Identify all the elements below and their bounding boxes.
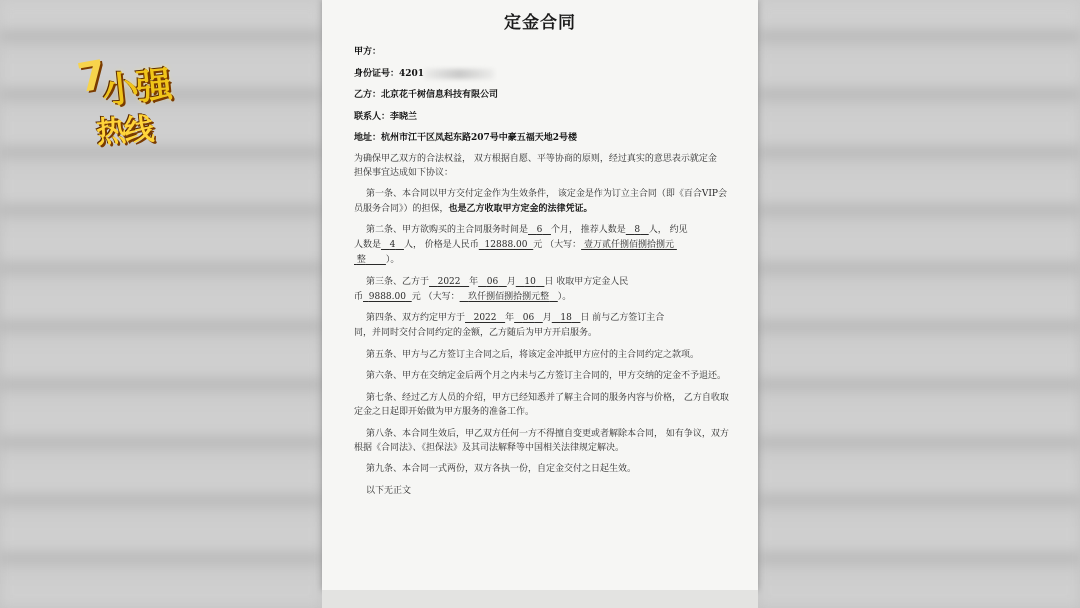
deposit-amount (363, 292, 412, 302)
party-a-label: 甲方： (354, 47, 382, 57)
article3-text-g: 日 收取甲方定金人民 (544, 277, 629, 287)
receive-month (478, 277, 507, 287)
sign-month-label: 月 (542, 313, 552, 323)
logo-mark: 7 (74, 51, 110, 103)
id-number-line (354, 68, 494, 80)
article3-line-2 (354, 291, 571, 303)
article4-text-g: 日 前与乙方签订主合 (580, 313, 665, 323)
article4-text-a: 第四条、双方约定甲方于 (366, 313, 466, 323)
receive-month-value: 06 (486, 277, 499, 287)
end-of-text: 以下无正文 (366, 486, 412, 496)
month-label: 月 (506, 277, 516, 287)
article8-line-2: 根据《合同法》、《担保法》及其司法解释等中国相关法律规定解决。 (354, 443, 625, 453)
article3-text-a: 第三条、乙方于 (366, 277, 430, 287)
deposit-uppercase (460, 292, 558, 302)
deposit-uppercase-value: 玖仟捌佰捌拾捌元整 (468, 292, 550, 302)
meet-count (381, 240, 404, 250)
price-uppercase-end (354, 255, 386, 265)
station-logo (74, 51, 174, 152)
article1-emphasis: 也是乙方收取甲方定金的法律凭证。 (448, 204, 593, 214)
article9-line: 第九条、本合同一式两份，双方各执一份，自定金交付之日起生效。 (366, 464, 637, 474)
price-uppercase-value: 壹万贰仟捌佰捌拾捌元 (583, 240, 674, 250)
logo-text-bottom: 热线 (95, 112, 154, 151)
contract-page (322, 0, 758, 590)
receive-year-value: 2022 (437, 277, 461, 287)
receive-day-value: 10 (524, 277, 536, 287)
id-value: 4201 (399, 69, 425, 79)
article2-text-c: 个月， 推荐人数是 (550, 225, 626, 235)
contact-line: 联系人：李晓兰 (354, 112, 418, 122)
article2-text-2c: 人， 价格是人民币 (403, 240, 479, 250)
sign-month-value: 06 (522, 313, 535, 323)
article2-line-2 (354, 239, 677, 251)
receive-day (516, 277, 545, 287)
price-amount-value: 12888.00 (484, 240, 528, 250)
address-line: 地址：杭州市江干区凤起东路207号中豪五福天地2号楼 (354, 133, 578, 143)
document-title: 定金合同 (504, 13, 576, 33)
page-bottom-edge (322, 590, 758, 608)
price-amount (479, 240, 533, 250)
article8-line-1: 第八条、本合同生效后，甲乙双方任何一方不得擅自变更或者解除本合同， 如有争议，双方 (366, 429, 729, 439)
article2-close: ）。 (385, 255, 400, 265)
article1-text: 员服务合同》）的担保， (354, 204, 449, 214)
year-label: 年 (469, 277, 479, 287)
article2-text-e: 人， 约见 (648, 225, 688, 235)
intro-line-2: 担保事宜达成如下协议： (354, 168, 454, 178)
article6-line: 第六条、甲方在交纳定金后两个月之内未与乙方签订主合同的，甲方交纳的定金不予退还。 (366, 371, 727, 381)
sign-day (552, 313, 581, 323)
sign-year (465, 313, 505, 323)
article3-line-1 (366, 276, 628, 288)
sign-month (514, 313, 543, 323)
article7-line-2: 定金之日起即开始做为甲方服务的准备工作。 (354, 407, 535, 417)
deposit-amount-value: 9888.00 (368, 292, 406, 302)
recommend-count-value: 8 (634, 225, 641, 235)
service-months-value: 6 (536, 225, 543, 235)
id-label: 身份证号： (354, 69, 400, 79)
sign-year-value: 2022 (473, 313, 497, 323)
logo-text-top: 小强 (100, 64, 173, 113)
intro-line-1: 为确保甲乙双方的合法权益， 双方根据自愿、平等协商的原则，经过真实的意思表示就定金 (354, 154, 717, 164)
article2-line-1 (366, 224, 688, 236)
recommend-count (626, 225, 649, 235)
party-b-line: 乙方：北京花千树信息科技有限公司 (354, 90, 499, 100)
article2-text-a: 第二条、甲方欲购买的主合同服务时间是 (366, 225, 529, 235)
service-months (528, 225, 551, 235)
redaction-blur (424, 69, 494, 79)
sign-year-label: 年 (505, 313, 515, 323)
meet-count-value: 4 (389, 240, 396, 250)
price-uppercase-end-value: 整 (356, 255, 366, 265)
article3-close: ）。 (557, 292, 572, 302)
article7-line-1: 第七条、经过乙方人员的介绍，甲方已经知悉并了解主合同的服务内容与价格， 乙方自收取 (366, 393, 729, 403)
article3-text-2c: 元 （大写： (411, 292, 460, 302)
article1-line-2 (354, 203, 593, 215)
article5-line: 第五条、甲方与乙方签订主合同之后，将该定金冲抵甲方应付的主合同约定之款项。 (366, 350, 700, 360)
article2-text-2e: 元 （大写： (533, 240, 582, 250)
article2-text-2a: 人数是 (354, 240, 382, 250)
article2-line-3 (354, 254, 399, 266)
article1-line-1: 第一条、本合同以甲方交付定金作为生效条件， 该定金是作为订立主合同（即《百合VIP会 (366, 189, 727, 199)
receive-year (429, 277, 469, 287)
blurred-background-right (758, 0, 1080, 608)
article4-line-2: 同，并同时交付合同约定的金额，乙方随后为甲方开启服务。 (354, 328, 598, 338)
sign-day-value: 18 (560, 313, 572, 323)
article4-line-1 (366, 312, 664, 324)
price-uppercase (581, 240, 677, 250)
article3-text-2a: 币 (354, 292, 364, 302)
